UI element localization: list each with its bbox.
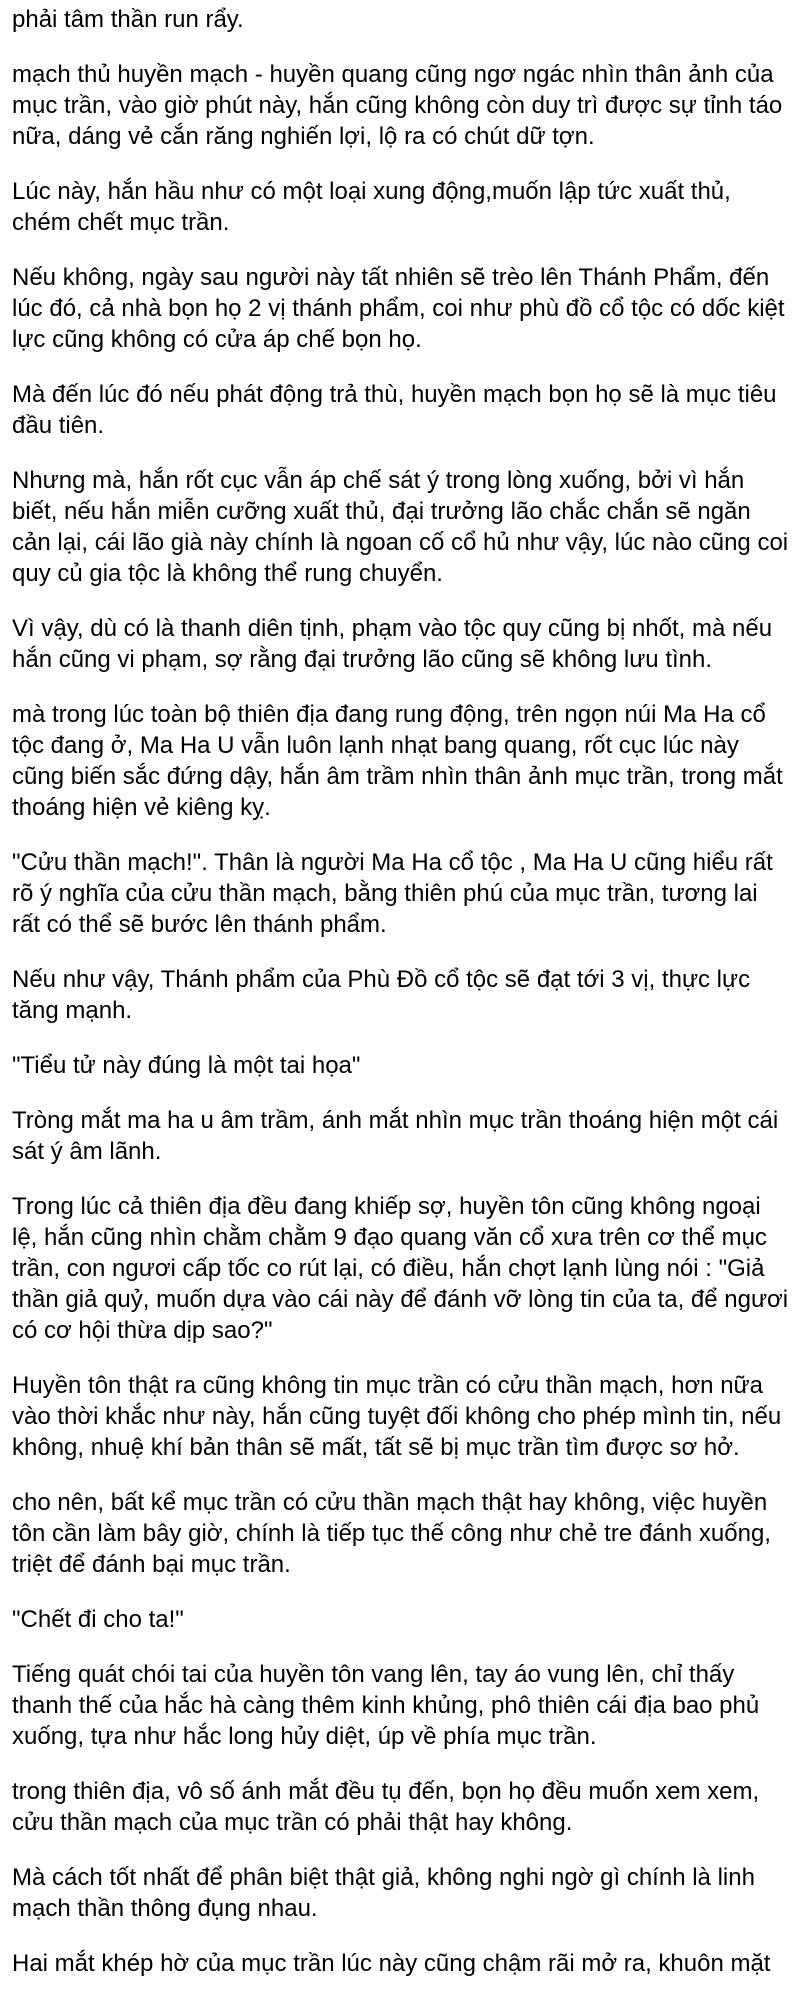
- paragraph: "Tiểu tử này đúng là một tai họa": [12, 1052, 361, 1079]
- paragraph: Nhưng mà, hắn rốt cục vẫn áp chế sát ý trong lòng xuống, bởi vì hắn biết, nếu hắn miễn cưỡng xuất thủ, đại trưởng lão chắc chắn sẽ ngăn cản lại, cái lão già này chính là ngoan cố cổ hủ như vậy, lúc nào cũng coi quy củ gia tộc là không thể rung chuyển.: [12, 467, 789, 587]
- paragraph: Hai mắt khép hờ của mục trần lúc này cũng chậm rãi mở ra, khuôn mặt: [12, 1950, 771, 1977]
- paragraph: Mà đến lúc đó nếu phát động trả thù, huyền mạch bọn họ sẽ là mục tiêu đầu tiên.: [12, 381, 777, 439]
- paragraph: phải tâm thần run rẩy.: [12, 6, 244, 33]
- paragraph: mà trong lúc toàn bộ thiên địa đang rung động, trên ngọn núi Ma Ha cổ tộc đang ở, Ma Ha U vẫn luôn lạnh nhạt bang quang, rốt cục lúc này cũng biến sắc đứng dậy, hắn âm trầm nhìn thân ảnh mục trần, trong mắt thoáng hiện vẻ kiêng kỵ.: [12, 701, 783, 821]
- paragraph: Mà cách tốt nhất để phân biệt thật giả, không nghi ngờ gì chính là linh mạch thần thông đụng nhau.: [12, 1864, 755, 1922]
- paragraph: Vì vậy, dù có là thanh diên tịnh, phạm vào tộc quy cũng bị nhốt, mà nếu hắn cũng vi phạm, sợ rằng đại trưởng lão cũng sẽ không lưu tình.: [12, 615, 773, 673]
- paragraph: mạch thủ huyền mạch - huyền quang cũng ngơ ngác nhìn thân ảnh của mục trần, vào giờ phút này, hắn cũng không còn duy trì được sự tỉnh táo nữa, dáng vẻ cắn răng nghiến lợi, lộ ra có chút dữ tợn.: [12, 61, 783, 150]
- paragraph: Huyền tôn thật ra cũng không tin mục trần có cửu thần mạch, hơn nữa vào thời khắc như này, hắn cũng tuyệt đối không cho phép mình tin, nếu không, nhuệ khí bản thân sẽ mất, tất sẽ bị mục trần tìm được sơ hở.: [12, 1372, 782, 1461]
- paragraph: cho nên, bất kể mục trần có cửu thần mạch thật hay không, việc huyền tôn cần làm bây giờ, chính là tiếp tục thế công như chẻ tre đánh xuống, triệt để đánh bại mục trần.: [12, 1489, 771, 1578]
- paragraph: Tiếng quát chói tai của huyền tôn vang lên, tay áo vung lên, chỉ thấy thanh thế của hắc hà càng thêm kinh khủng, phô thiên cái địa bao phủ xuống, tựa như hắc long hủy diệt, úp về phía mục trần.: [12, 1661, 760, 1750]
- paragraph: "Chết đi cho ta!": [12, 1606, 184, 1633]
- paragraph: "Cửu thần mạch!". Thân là người Ma Ha cổ tộc , Ma Ha U cũng hiểu rất rõ ý nghĩa của cửu thần mạch, bằng thiên phú của mục trần, tương lai rất có thể sẽ bước lên thánh phẩm.: [12, 849, 773, 938]
- paragraph: Trong lúc cả thiên địa đều đang khiếp sợ, huyền tôn cũng không ngoại lệ, hắn cũng nhìn chằm chằm 9 đạo quang văn cổ xưa trên cơ thể mục trần, con ngươi cấp tốc co rút lại, có điều, hắn chợt lạnh lùng nói : "Giả thần giả quỷ, muốn dựa vào cái này để đánh vỡ lòng tin của ta, để ngươi có cơ hội thừa dịp sao?": [12, 1193, 789, 1344]
- paragraph: Nếu không, ngày sau người này tất nhiên sẽ trèo lên Thánh Phẩm, đến lúc đó, cả nhà bọn họ 2 vị thánh phẩm, coi như phù đồ cổ tộc có dốc kiệt lực cũng không có cửa áp chế bọn họ.: [12, 264, 785, 353]
- document-text: [12, 4, 792, 1979]
- paragraph: trong thiên địa, vô số ánh mắt đều tụ đến, bọn họ đều muốn xem xem, cửu thần mạch của mục trần có phải thật hay không.: [12, 1778, 760, 1836]
- paragraph: Lúc này, hắn hầu như có một loại xung động,muốn lập tức xuất thủ, chém chết mục trần.: [12, 178, 731, 236]
- paragraph: Nếu như vậy, Thánh phẩm của Phù Đồ cổ tộc sẽ đạt tới 3 vị, thực lực tăng mạnh.: [12, 966, 751, 1024]
- paragraph: Tròng mắt ma ha u âm trầm, ánh mắt nhìn mục trần thoáng hiện một cái sát ý âm lãnh.: [12, 1107, 779, 1165]
